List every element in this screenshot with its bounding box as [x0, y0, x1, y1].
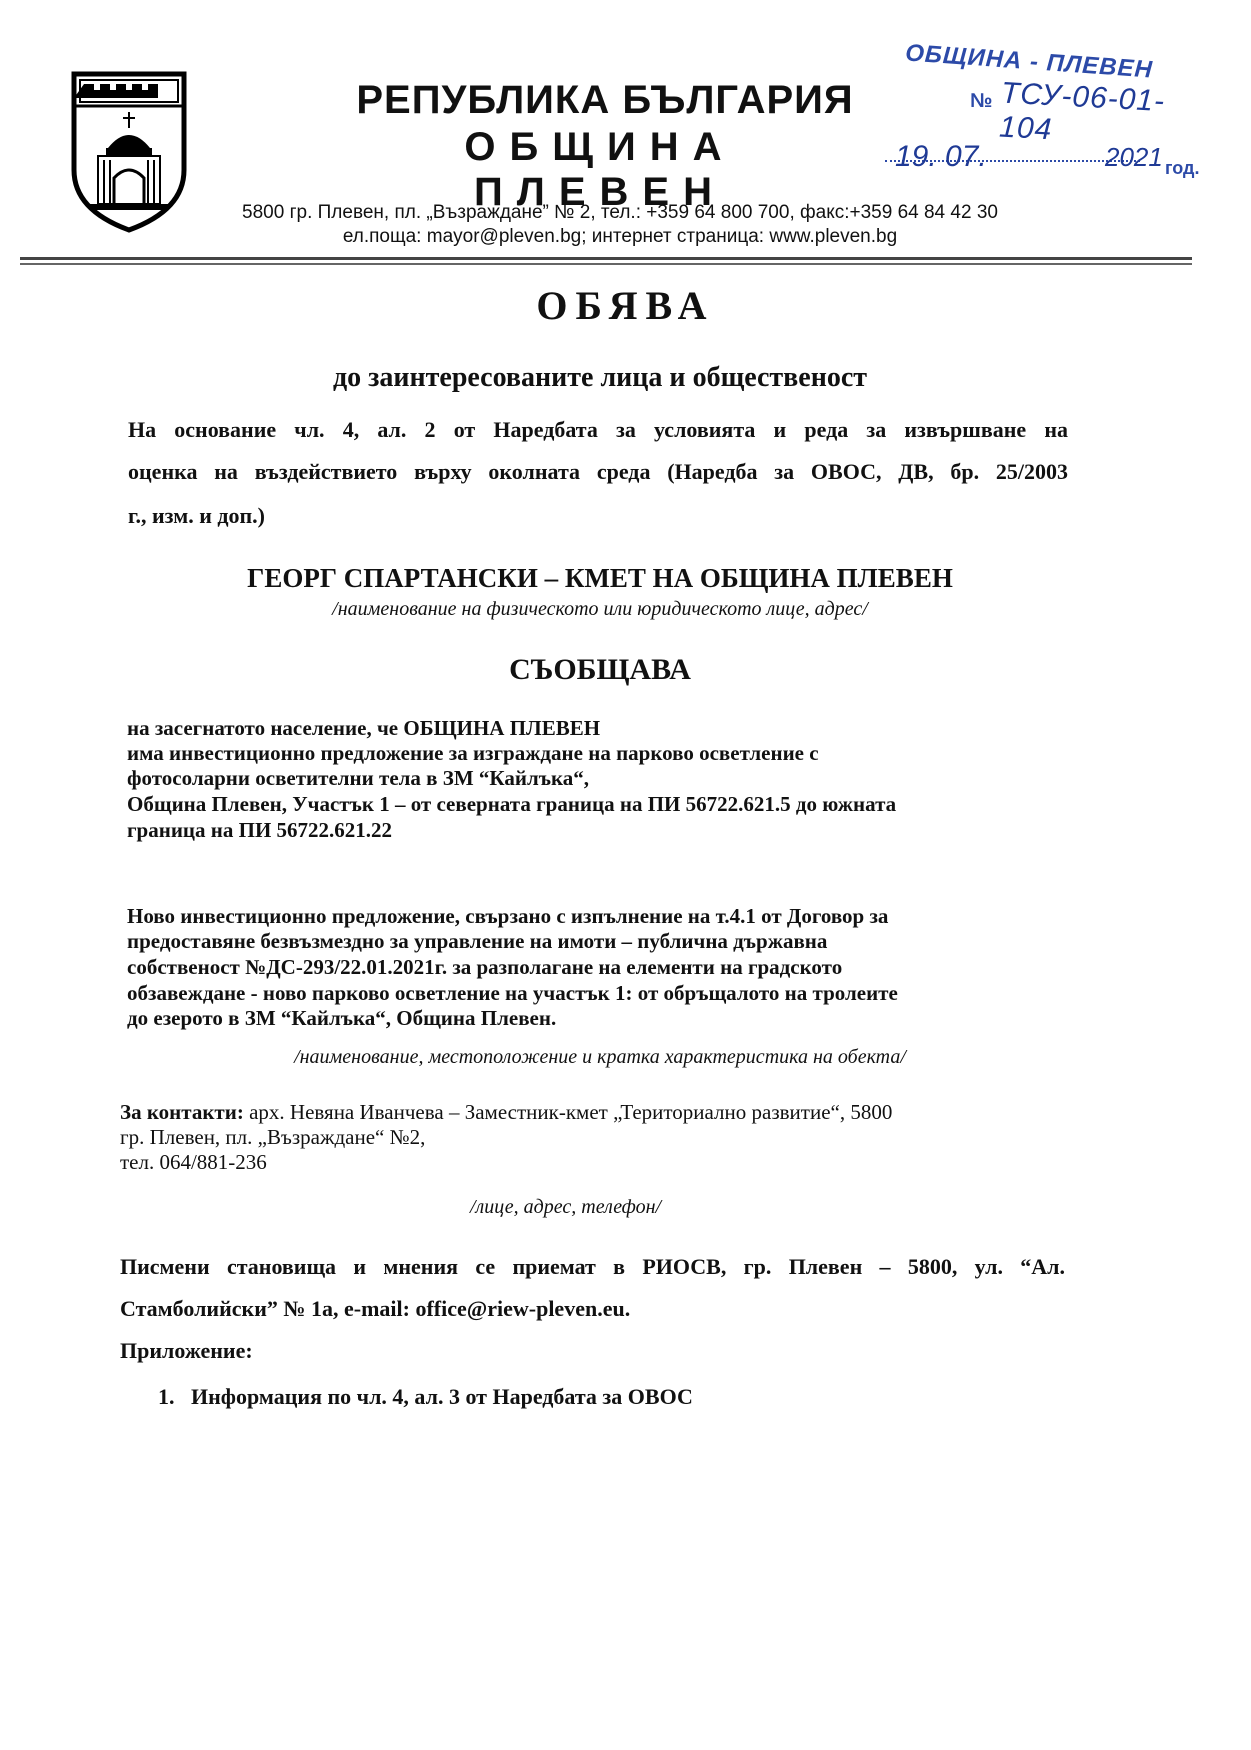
- proposal-line: собственост №ДС-293/22.01.2021г. за разполагане на елементи на градското: [127, 955, 843, 979]
- contact-text: арх. Невяна Иванчева – Заместник-кмет „Териториално развитие“, 5800: [243, 1100, 893, 1124]
- written-opinions-line: Стамболийски” № 1а, e-mail: office@riew-pleven.eu.: [120, 1296, 631, 1321]
- header-divider: [20, 257, 1192, 260]
- proposal-line: до езерото в ЗМ “Кайлъка“, Община Плевен.: [127, 1006, 557, 1030]
- proposal-line: Ново инвестиционно предложение, свързано с изпълнение на т.4.1 от Договор за: [127, 904, 889, 928]
- population-line: граница на ПИ 56722.621.22: [127, 818, 393, 842]
- municipality-crest: [70, 70, 188, 235]
- stamp-year: 2021: [1105, 142, 1163, 172]
- population-line: има инвестиционно предложение за изграждане на парково осветление с: [127, 741, 819, 765]
- basis-line: оценка на въздействието върху околната среда (Наредба за ОВОС, ДВ, бр. 25/2003: [128, 459, 1068, 484]
- population-line: Община Плевен, Участък 1 – от северната граница на ПИ 56722.621.5 до южната: [127, 792, 897, 816]
- header-contacts: ел.поща: mayor@pleven.bg; интернет страница: www.pleven.bg: [342, 226, 898, 247]
- mayor-note: /наименование на физическото или юридическото лице, адрес/: [332, 598, 868, 620]
- object-note: /наименование, местоположение и кратка характеристика на обекта/: [294, 1046, 906, 1068]
- contact-line: гр. Плевен, пл. „Възраждане“ №2,: [120, 1125, 426, 1149]
- mayor-name: ГЕОРГ СПАРТАНСКИ – КМЕТ НА ОБЩИНА ПЛЕВЕН: [247, 563, 953, 593]
- header-municipality: ОБЩИНА ПЛЕВЕН: [464, 125, 736, 214]
- stamp-date: 19. 07.: [895, 140, 987, 173]
- stamp-number: ТСУ-06-01-104: [998, 76, 1166, 147]
- basis-line: На основание чл. 4, ал. 2 от Наредбата за условията и реда за извършване на: [128, 417, 1068, 442]
- announces-heading: СЪОБЩАВА: [509, 653, 691, 686]
- proposal-line: предоставяне безвъзмездно за управление на имоти – публична държавна: [127, 929, 828, 953]
- annex-item: 1. Информация по чл. 4, ал. 3 от Наредбата за ОВОС: [158, 1384, 693, 1409]
- population-line: на засегнатото население, че ОБЩИНА ПЛЕВЕН: [127, 716, 601, 740]
- stamp-title: ОБЩИНА - ПЛЕВЕН: [904, 39, 1154, 84]
- annex-label: Приложение:: [120, 1338, 253, 1363]
- registration-stamp: [875, 40, 1210, 180]
- population-line: фотосоларни осветителни тела в ЗМ “Кайлъка“,: [127, 766, 590, 790]
- proposal-line: обзавеждане - ново парково осветление на участък 1: от обръщалото на тролеите: [127, 981, 898, 1005]
- contact-line: тел. 064/881-236: [120, 1150, 267, 1174]
- stamp-number-label: №: [970, 90, 993, 112]
- basis-line: г., изм. и доп.): [128, 503, 266, 528]
- document-subtitle: до заинтересованите лица и общественост: [332, 362, 868, 393]
- document-title: ОБЯВА: [536, 283, 715, 328]
- header-republic: РЕПУБЛИКА БЪЛГАРИЯ: [356, 78, 854, 122]
- contact-line: [120, 1100, 892, 1125]
- contacts-label: За контакти:: [120, 1100, 244, 1124]
- header-divider-secondary: [20, 263, 1192, 265]
- header-address: 5800 гр. Плевен, пл. „Възраждане” № 2, тел.: +359 64 800 700, факс:+359 64 84 42 30: [242, 202, 998, 223]
- contact-note: /лице, адрес, телефон/: [470, 1196, 662, 1218]
- stamp-year-suffix: год.: [1165, 158, 1200, 178]
- written-opinions-line: Писмени становища и мнения се приемат в РИОСВ, гр. Плевен – 5800, ул. “Ал.: [120, 1254, 1065, 1279]
